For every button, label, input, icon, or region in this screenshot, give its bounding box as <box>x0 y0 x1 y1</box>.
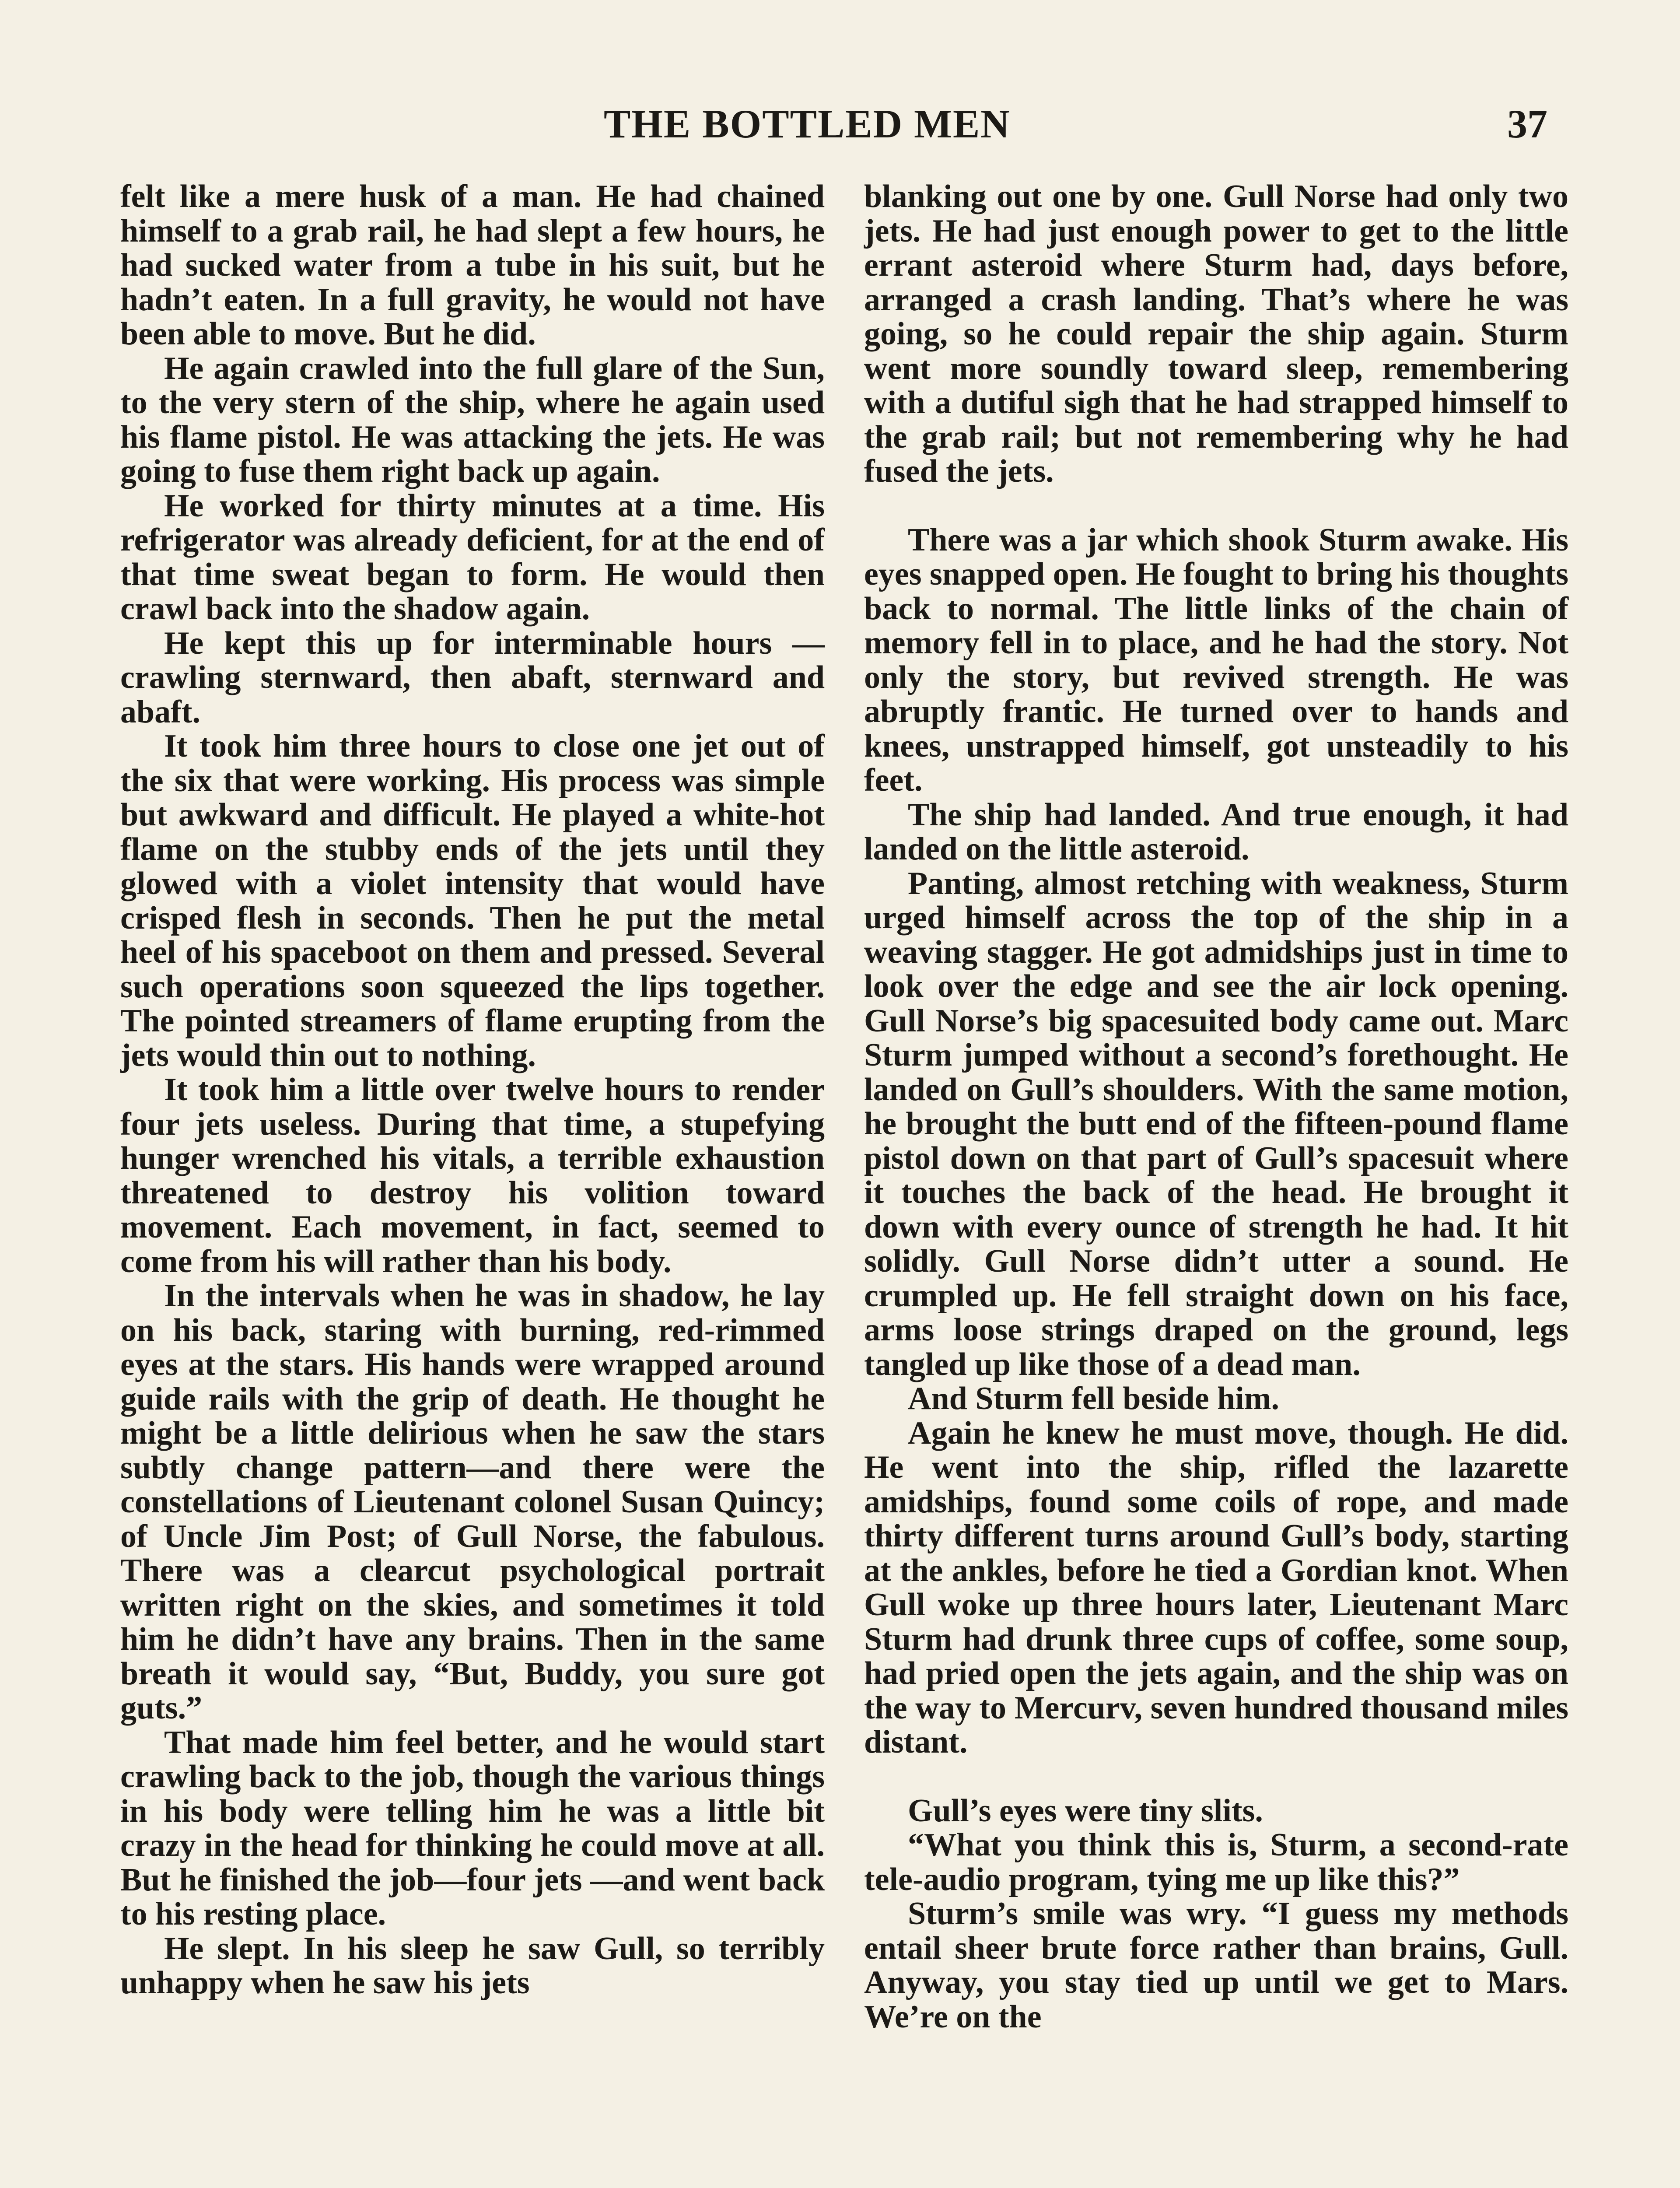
running-head <box>0 101 1680 158</box>
paragraph: In the intervals when he was in shadow, he lay on his back, staring with burning, red-rimmed eyes at the stars. His hands were wrapped around guide rails with the grip of death. He thought he might be a little delirious when he saw the stars subtly change pattern—and there were the constellations of Lieutenant colonel Susan Quincy; of Uncle Jim Post; of Gull Norse, the fabulous. There was a clearcut psychological portrait written right on the skies, and sometimes it told him he didn’t have any brains. Then in the same breath it would say, “But, Buddy, you sure got guts.” <box>120 1278 825 1726</box>
paragraph: Again he knew he must move, though. He did. He went into the ship, rifled the lazarette amidships, found some coils of rope, and made thirty different turns around Gull’s body, starting at the ankles, before he tied a Gordian knot. When Gull woke up three hours later, Lieutenant Marc Sturm had drunk three cups of coffee, some soup, had pried open the jets again, and the ship was on the way to Mercurv, seven hundred thousand miles distant. <box>864 1415 1568 1760</box>
page-number: 37 <box>1507 102 1547 146</box>
paragraph: He again crawled into the full glare of the Sun, to the very stern of the ship, where he again used his flame pistol. He was attacking the jets. He was going to fuse them right back up again. <box>120 350 825 489</box>
paragraph: Gull’s eyes were tiny slits. <box>908 1792 1263 1829</box>
paragraph: He kept this up for interminable hours —crawling sternward, then abaft, sternward and abaft. <box>120 625 825 730</box>
paragraph: It took him a little over twelve hours to render four jets useless. During that time, a stupefying hunger wrenched his vitals, a terrible exhaustion threatened to destroy his volition toward movement. Each movement, in fact, seemed to come from his will rather than his body. <box>120 1072 825 1280</box>
paragraph: Panting, almost retching with weakness, Sturm urged himself across the top of the ship in a weaving stagger. He got admidships just in time to look over the edge and see the air lock opening. Gull Norse’s big spacesuited body came out. Marc Sturm jumped without a second’s forethought. He landed on Gull’s shoulders. With the same motion, he brought the butt end of the fifteen-pound flame pistol down on that part of Gull’s spacesuit where it touches the back of the head. He brought it down with every ounce of strength he had. It hit solidly. Gull Norse didn’t utter a sound. He crumpled up. He fell straight down on his face, arms loose strings draped on the ground, legs tangled up like those of a dead man. <box>864 865 1568 1382</box>
paragraph: That made him feel better, and he would start crawling back to the job, though the various things in his body were telling him he was a little bit crazy in the head for thinking he could move at all. But he finished the job—four jets —and went back to his resting place. <box>120 1724 825 1932</box>
left-column <box>120 179 825 2000</box>
paragraph: He worked for thirty minutes at a time. His refrigerator was already deficient, for at the end of that time sweat began to form. He would then crawl back into the shadow again. <box>120 487 825 627</box>
right-column <box>864 179 1568 2034</box>
paragraph: Sturm’s smile was wry. “I guess my methods entail sheer brute force rather than brains, Gull. Anyway, you stay tied up until we get to Mars. We’re on the <box>864 1896 1568 2035</box>
paragraph: There was a jar which shook Sturm awake. His eyes snapped open. He fought to bring his thoughts back to normal. The little links of the chain of memory fell in to place, and he had the story. Not only the story, but revived strength. He was abruptly frantic. He turned over to hands and knees, unstrapped himself, got unsteadily to his feet. <box>864 522 1568 798</box>
paragraph: felt like a mere husk of a man. He had chained himself to a grab rail, he had slept a few hours, he had sucked water from a tube in his suit, but he hadn’t eaten. In a full gravity, he would not have been able to move. But he did. <box>120 179 825 352</box>
paragraph: And Sturm fell beside him. <box>908 1381 1280 1417</box>
running-title: THE BOTTLED MEN <box>604 102 1011 146</box>
paragraph: He slept. In his sleep he saw Gull, so terribly unhappy when he saw his jets <box>120 1930 825 2001</box>
paragraph: blanking out one by one. Gull Norse had only two jets. He had just enough power to get to the little errant asteroid where Sturm had, days before, arranged a crash landing. That’s where he was going, so he could repair the ship again. Sturm went more soundly toward sleep, remembering with a dutiful sigh that he had strapped himself to the grab rail; but not remembering why he had fused the jets. <box>864 179 1568 489</box>
paragraph: “What you think this is, Sturm, a second-rate tele-audio program, tying me up like this?” <box>864 1827 1568 1897</box>
paragraph: The ship had landed. And true enough, it had landed on the little asteroid. <box>864 796 1568 867</box>
paragraph: It took him three hours to close one jet out of the six that were working. His process was simple but awkward and difficult. He played a white-hot flame on the stubby ends of the jets until they glowed with a violet intensity that would have crisped flesh in seconds. Then he put the metal heel of his spaceboot on them and pressed. Several such operations soon squeezed the lips together. The pointed streamers of flame erupting from the jets would thin out to nothing. <box>120 728 825 1073</box>
